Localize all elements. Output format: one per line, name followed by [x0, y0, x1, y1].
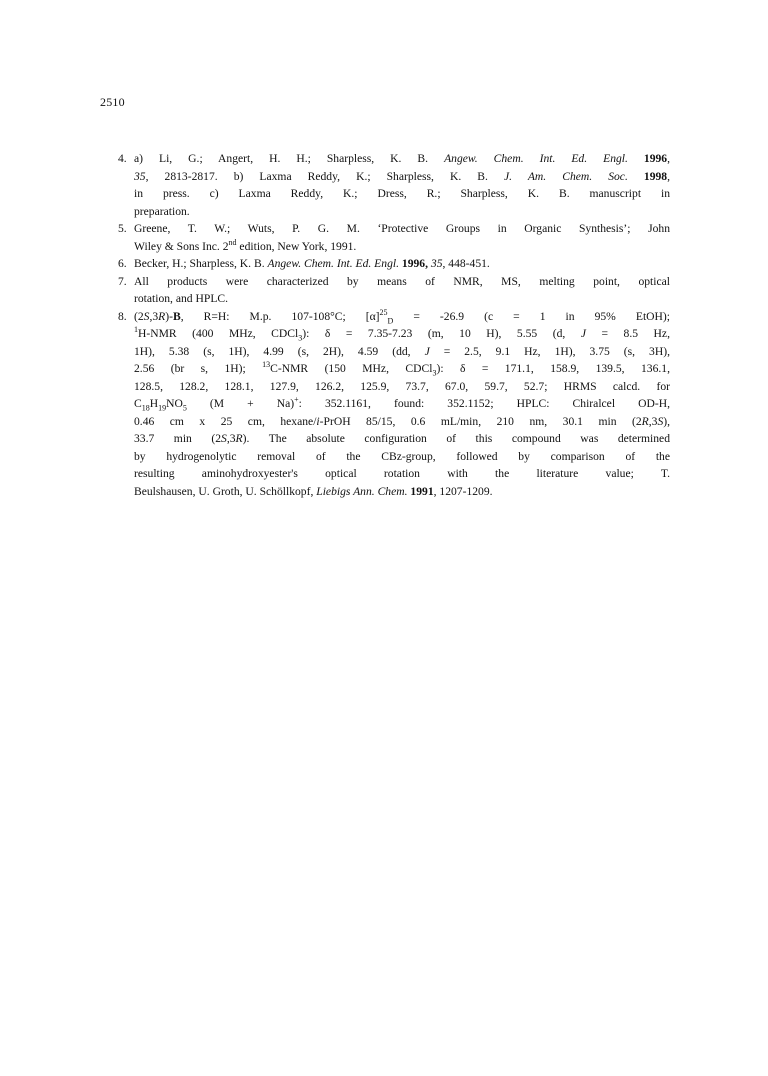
reference-number: 7.	[118, 274, 127, 288]
reference-line: Beulshausen, U. Groth, U. Schöllkopf, Liebigs Ann. Chem. 1991, 1207-1209.	[134, 484, 493, 498]
reference-line: a) Li, G.; Angert, H. H.; Sharpless, K. B. Angew. Chem. Int. Ed. Engl. 1996,	[134, 152, 670, 165]
reference-item	[100, 150, 670, 220]
reference-line: by hydrogenolytic removal of the CBz-group, followed by comparison of the	[134, 449, 670, 463]
reference-line: $^1$H-NMR (400 MHz, CDCl$_3$): δ = 7.35-7.23 (m, 10 H), 5.55 (d, J = 8.5 Hz,	[134, 325, 670, 343]
reference-line: 35, 2813-2817. b) Laxma Reddy, K.; Sharpless, K. B. J. Am. Chem. Soc. 1998,	[134, 169, 670, 183]
reference-item	[100, 308, 670, 501]
reference-item	[100, 220, 670, 255]
reference-number: 5.	[118, 222, 127, 235]
reference-line: (2S,3R)-B, R=H: M.p. 107-108°C; $[\alpha]^{25}_D = -26.9$ (c = 1 in 95% EtOH);	[134, 307, 670, 325]
reference-line: in press. c) Laxma Reddy, K.; Dress, R.; Sharpless, K. B. manuscript in	[134, 187, 670, 200]
reference-number: 4.	[118, 152, 127, 165]
reference-line: $C_{18}H_{19}NO_5$ (M + Na)+: 352.1161, found: 352.1152; HPLC: Chiralcel OD-H,	[134, 395, 670, 413]
reference-line: 0.46 cm x 25 cm, hexane/i-PrOH 85/15, 0.6 mL/min, 210 nm, 30.1 min (2R,3S),	[134, 414, 670, 428]
page-number: 2510	[100, 95, 125, 109]
reference-number: 6.	[118, 257, 127, 270]
reference-line: 2.56 (br s, 1H); $^{13}$C-NMR (150 MHz, CDCl$_3$): δ = 171.1, 158.9, 139.5, 136.1,	[134, 360, 670, 378]
reference-line: Greene, T. W.; Wuts, P. G. M. ‘Protective Groups in Organic Synthesis’; John	[134, 222, 670, 235]
reference-item	[100, 273, 670, 308]
reference-item	[100, 255, 670, 273]
reference-line: 33.7 min (2S,3R). The absolute configuration of this compound was determined	[134, 432, 671, 445]
reference-line: 128.5, 128.2, 128.1, 127.9, 126.2, 125.9, 73.7, 67.0, 59.7, 52.7; HRMS calcd. for	[134, 379, 670, 393]
reference-line: resulting aminohydroxyester's optical rotation with the literature value; T.	[134, 467, 670, 480]
reference-line: All products were characterized by means of NMR, MS, melting point, optical	[134, 274, 670, 288]
reference-number: 8.	[118, 309, 127, 323]
reference-line: preparation.	[134, 204, 190, 218]
reference-line: Wiley & Sons Inc. 2nd edition, New York, 1991.	[134, 237, 357, 253]
reference-line: 1H), 5.38 (s, 1H), 4.99 (s, 2H), 4.59 (dd, J = 2.5, 9.1 Hz, 1H), 3.75 (s, 3H),	[134, 344, 670, 358]
reference-list	[100, 150, 670, 500]
reference-line: rotation, and HPLC.	[134, 292, 229, 305]
reference-line: Becker, H.; Sharpless, K. B. Angew. Chem. Int. Ed. Engl. 1996, 35, 448-451.	[134, 257, 490, 270]
